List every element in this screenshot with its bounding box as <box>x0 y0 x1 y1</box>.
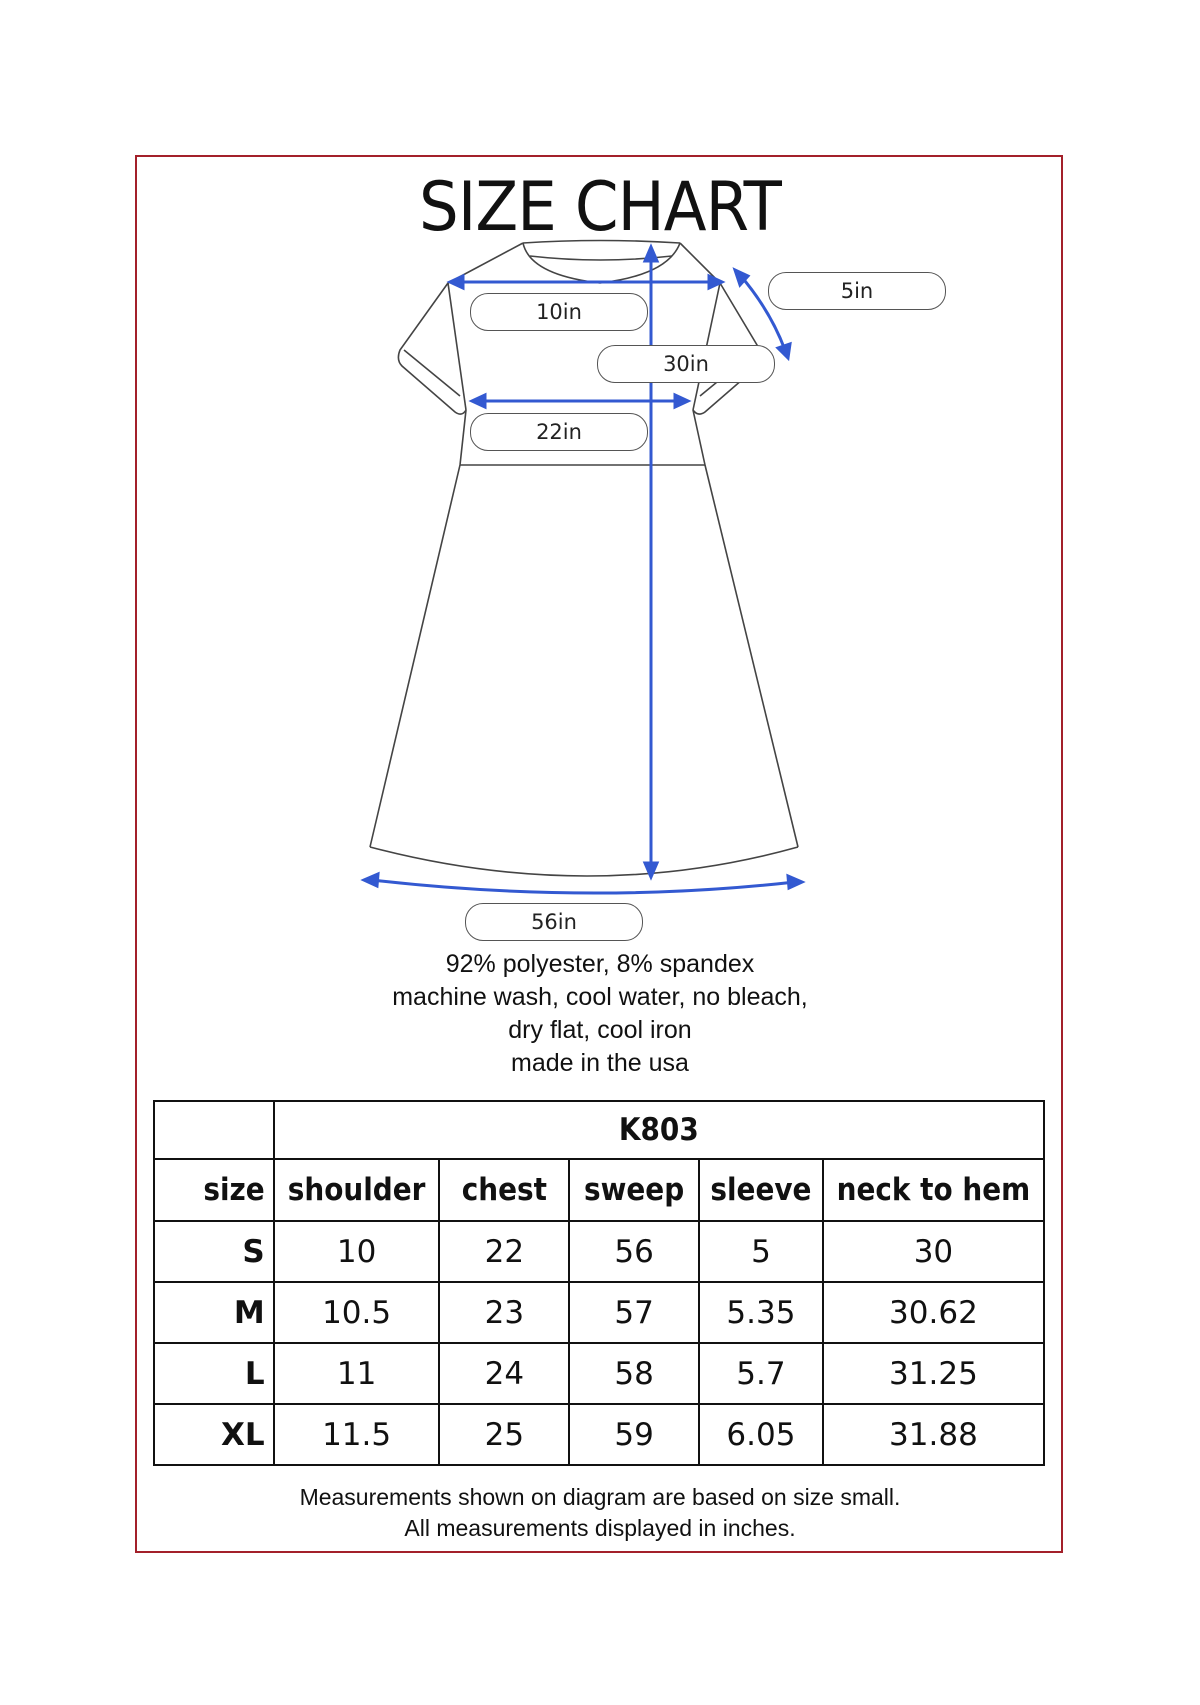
sweep-cell: 59 <box>569 1404 699 1465</box>
table-title-row <box>154 1101 1044 1159</box>
sleeve-cell: 5.35 <box>699 1282 823 1343</box>
sweep-cell: 57 <box>569 1282 699 1343</box>
neck-to-hem-cell: 30.62 <box>823 1282 1044 1343</box>
chest-measure-label: 22in <box>470 413 648 451</box>
care-line: machine wash, cool water, no bleach, <box>392 983 808 1011</box>
size-cell: S <box>154 1221 274 1282</box>
chest-cell: 23 <box>439 1282 569 1343</box>
sleeve-cell: 5 <box>699 1221 823 1282</box>
table-row <box>154 1343 1044 1404</box>
shoulder-cell: 10 <box>274 1221 440 1282</box>
col-header-chest: chest <box>439 1159 569 1221</box>
neck-to-hem-measure-label: 30in <box>597 345 775 383</box>
sleeve-cell: 5.7 <box>699 1343 823 1404</box>
col-header-sleeve: sleeve <box>699 1159 823 1221</box>
dress-outline <box>370 241 798 877</box>
chest-cell: 25 <box>439 1404 569 1465</box>
sweep-measure-label: 56in <box>465 903 643 941</box>
measure-arrows <box>364 247 802 893</box>
empty-corner-cell <box>154 1101 274 1159</box>
table-header-row <box>154 1159 1044 1221</box>
table-row <box>154 1282 1044 1343</box>
shoulder-cell: 10.5 <box>274 1282 440 1343</box>
col-header-size: size <box>154 1159 274 1221</box>
col-header-sweep: sweep <box>569 1159 699 1221</box>
size-table <box>153 1100 1045 1466</box>
table-row <box>154 1221 1044 1282</box>
table-row <box>154 1404 1044 1465</box>
care-line: 92% polyester, 8% spandex <box>445 950 755 978</box>
sleeve-measure-label: 5in <box>768 272 946 310</box>
col-header-shoulder: shoulder <box>274 1159 440 1221</box>
care-line: dry flat, cool iron <box>508 1016 692 1044</box>
footnote-line: Measurements shown on diagram are based on size small. <box>299 1484 901 1510</box>
col-header-neck-to-hem: neck to hem <box>823 1159 1044 1221</box>
shoulder-cell: 11 <box>274 1343 440 1404</box>
shoulder-cell: 11.5 <box>274 1404 440 1465</box>
size-cell: XL <box>154 1404 274 1465</box>
size-cell: L <box>154 1343 274 1404</box>
footnote-line: All measurements displayed in inches. <box>404 1515 796 1541</box>
measurement-footnote <box>0 1482 1200 1544</box>
neck-to-hem-cell: 31.25 <box>823 1343 1044 1404</box>
neck-to-hem-cell: 30 <box>823 1221 1044 1282</box>
chest-cell: 22 <box>439 1221 569 1282</box>
care-instructions <box>0 948 1200 1080</box>
neck-to-hem-cell: 31.88 <box>823 1404 1044 1465</box>
sweep-cell: 56 <box>569 1221 699 1282</box>
care-line: made in the usa <box>511 1049 689 1077</box>
page-title: SIZE CHART <box>419 168 781 247</box>
sleeve-cell: 6.05 <box>699 1404 823 1465</box>
size-cell: M <box>154 1282 274 1343</box>
chest-cell: 24 <box>439 1343 569 1404</box>
style-code: K803 <box>274 1101 1044 1159</box>
sweep-cell: 58 <box>569 1343 699 1404</box>
shoulder-measure-label: 10in <box>470 293 648 331</box>
